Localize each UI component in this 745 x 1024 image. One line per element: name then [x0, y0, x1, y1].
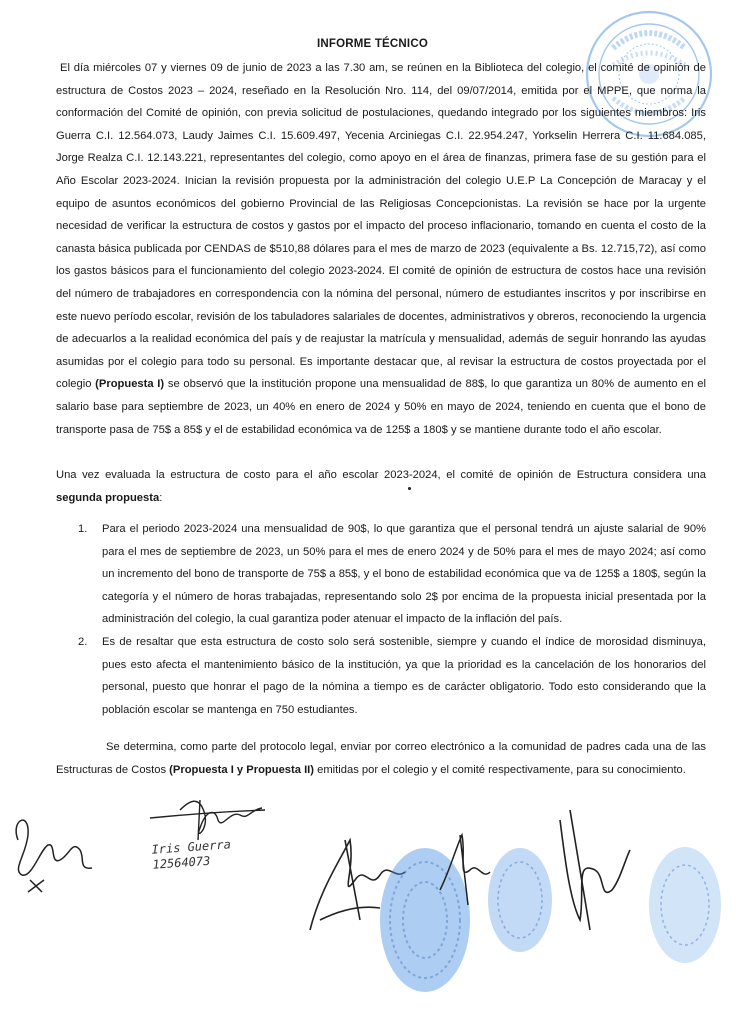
paragraph-conclusion [56, 736, 706, 781]
signature-2-icon [150, 800, 265, 840]
fingerprint-1-icon [380, 848, 470, 992]
signature-1-icon [16, 820, 92, 892]
list-item-number: 1. [78, 523, 88, 535]
propuesta-i-label: (Propuesta I) [95, 378, 165, 391]
paragraph-intro-end: se observó que la institución propone una mensualidad de 88$, lo que garantiza un 80% de aumento en el salario base para septiembre de 2023, un 40% en enero de 2024 y 50% en mayo de 2024, teniendo en cuenta que el bono de transporte pasa de 75$ a 85$ y el de estabilidad económica va de 125$ a 180$ y se mantiene durante todo el año escolar. [56, 378, 707, 436]
paragraph-intro [56, 57, 706, 441]
list-item-number: 2. [78, 635, 88, 648]
list-item [70, 518, 706, 631]
proposal-list [70, 518, 706, 721]
list-item [70, 631, 706, 721]
list-item-text: Es de resaltar que esta estructura de costo solo será sostenible, siempre y cuando el índice de morosidad disminuya, pues esto afecta el mantenimiento básico de la institución, ya que la prioridad es la cancelación de los honorarios del personal, puesto que honrar el pago de la nómina a tiempo es de carácter obligatorio. Todo esto considerando que la población escolar se mantenga en 750 estudiantes. [102, 635, 706, 716]
segunda-propuesta-label: segunda propuesta [56, 491, 160, 504]
document-title: INFORME TÉCNICO [317, 38, 428, 50]
signature-id: 12564073 [152, 853, 211, 872]
signature-handwritten-note [151, 837, 232, 872]
paragraph-intro-text: El día miércoles 07 y viernes 09 de junio de 2023 a las 7.30 am, se reúnen en la Biblioteca del colegio, el comité de opinión de estructura de Costos 2023 – 2024, reseñado en la Resolución Nro. 114, del 09/07/2014, emitida por el MPPE, que norma la conformación del Comité de opinión, con previa solicitud de postulaciones, quedando integrado por los siguientes miembros: Iris Guerra C.I. 12.564.073, Laudy Jaimes C.I. 15.609.497, Yecenia Arciniegas C.I. 22.954.247, Yorkselin Herrera C.I. 11.684.085, Jorge Realza C.I. 12.143.221, representantes del colegio, como apoyo en el área de finanzas, primera fase de su gestión para el Año Escolar 2023-2024. Inician la revisión propuesta por la administración del colegio U.E.P La Concepción de Maracay y el equipo de asuntos económicos del gobierno Provincial de las Religiosas Concepcionistas. La revisión se hace por la urgente necesidad de verificar la estructura de costos y gastos por el impacto del proceso inflacionario, tomando en cuenta el costo de la canasta básica publicada por CENDAS de $510,88 dólares para el mes de marzo de 2023 (equivalente a Bs. 12.715,72), así como los gastos básicos para el funcionamiento del colegio 2023-2024. El comité de opinión de estructura de costos hace una revisión del número de trabajadores en correspondencia con la nómina del personal, número de estudiantes inscritos y por inscribirse en este nuevo período escolar, revisión de los tabuladores salariales de docentes, administrativos y obreros, reconociendo la urgencia de adecuarlos a la realidad económica del país y de reajustar la matrícula y mensualidad, además de seguir honrando las ayudas asumidas por el colegio para todo su personal. Es importante destacar que, al revisar la estructura de costos proyectada por el colegio [56, 62, 706, 391]
signature-name: Iris Guerra [151, 837, 232, 857]
paragraph-conclusion-end: emitidas por el colegio y el comité respectivamente, para su conocimiento. [317, 763, 686, 776]
signatures-area [0, 780, 745, 1010]
list-item-text: Para el periodo 2023-2024 una mensualidad de 90$, lo que garantiza que el personal tendrá un ajuste salarial de 90% para el mes de septiembre de 2023, un 50% para el mes de enero 2024 y de 50% para el mes de mayo 2024; así como un incremento del bono de transporte de 75$ a 85$, y el bono de estabilidad económica que va de 125$ a 180$, según la categoría y el número de horas trabajadas, representando solo 2$ por encima de la propuesta inicial presentada por la administración del colegio, la cual garantiza poder atenuar el impacto de la inflación del país. [102, 523, 706, 626]
fingerprint-3-icon [649, 847, 721, 963]
signature-5-icon [560, 810, 630, 930]
fingerprint-2-icon [488, 848, 552, 952]
paragraph-conclusion-text: Se determina, como parte del protocolo legal, enviar por correo electrónico a la comunidad de padres cada una de las Estructuras de Costos [56, 741, 706, 776]
propuestas-label: (Propuesta I y Propuesta II) [169, 763, 315, 776]
paragraph-evaluation [56, 464, 706, 509]
paragraph-evaluation-text: Una vez evaluada la estructura de costo para el año escolar 2023-2024, el comité de opinión de Estructura considera una [56, 469, 706, 481]
paragraph-evaluation-end: : [159, 491, 163, 504]
